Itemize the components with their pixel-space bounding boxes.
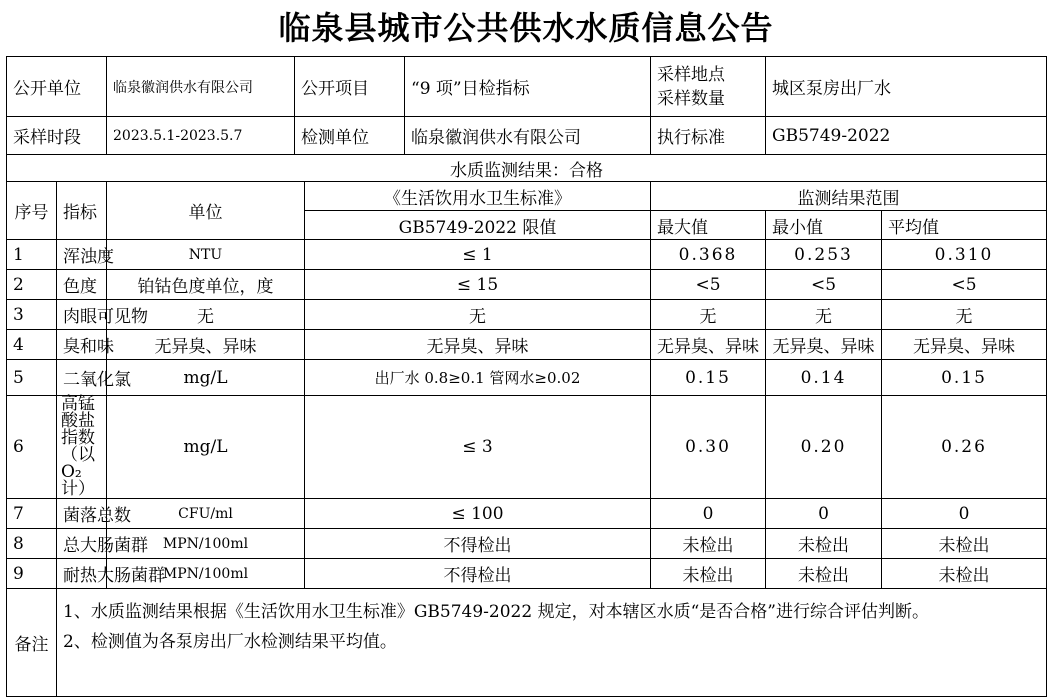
row-limit: ≤ 3 <box>305 396 651 499</box>
row-avg: 未检出 <box>882 529 1047 559</box>
row-no: 1 <box>7 240 57 270</box>
standard-value: GB5749-2022 <box>766 117 1047 155</box>
row-limit: 无 <box>305 300 651 330</box>
row-max: 未检出 <box>651 559 766 589</box>
row-limit: 不得检出 <box>305 529 651 559</box>
row-indicator: 耐热大肠菌群 <box>57 559 107 589</box>
row-avg: 无 <box>882 300 1047 330</box>
row-unit: 无异臭、异味 <box>107 330 305 360</box>
header-limit-value: GB5749-2022 限值 <box>305 211 651 240</box>
info-row-2 <box>7 117 1047 155</box>
header-avg: 平均值 <box>882 211 1047 240</box>
table-row <box>7 396 1047 499</box>
header-result-range: 监测结果范围 <box>651 182 1047 211</box>
header-limit-standard: 《生活饮用水卫生标准》 <box>305 182 651 211</box>
header-min: 最小值 <box>766 211 882 240</box>
row-indicator: 色度 <box>57 270 107 300</box>
row-avg: 0.15 <box>882 360 1047 396</box>
row-unit: NTU <box>107 240 305 270</box>
row-unit: MPN/100ml <box>107 559 305 589</box>
water-quality-table <box>6 56 1047 697</box>
row-no: 8 <box>7 529 57 559</box>
row-indicator: 总大肠菌群 <box>57 529 107 559</box>
row-unit: CFU/ml <box>107 499 305 529</box>
table-row <box>7 240 1047 270</box>
row-no: 2 <box>7 270 57 300</box>
row-avg: 未检出 <box>882 559 1047 589</box>
row-indicator: 浑浊度 <box>57 240 107 270</box>
row-limit: ≤ 1 <box>305 240 651 270</box>
row-indicator: 二氧化氯 <box>57 360 107 396</box>
testing-unit-value: 临泉徽润供水有限公司 <box>405 117 651 155</box>
header-unit: 单位 <box>107 182 305 240</box>
row-max: 无 <box>651 300 766 330</box>
row-unit: 无 <box>107 300 305 330</box>
standard-label: 执行标准 <box>651 117 766 155</box>
sampling-site-label <box>651 57 766 117</box>
row-max: <5 <box>651 270 766 300</box>
header-row-1 <box>7 182 1047 211</box>
row-limit: 出厂水 0.8≥0.1 管网水≥0.02 <box>305 360 651 396</box>
testing-unit-label: 检测单位 <box>295 117 405 155</box>
table-row <box>7 499 1047 529</box>
table-row <box>7 300 1047 330</box>
table-row <box>7 360 1047 396</box>
row-indicator: 高锰酸盐指数（以O₂ 计） <box>57 396 107 499</box>
row-min: 0.20 <box>766 396 882 499</box>
row-min: 未检出 <box>766 529 882 559</box>
row-min: <5 <box>766 270 882 300</box>
publish-unit-value: 临泉徽润供水有限公司 <box>107 57 295 117</box>
header-max: 最大值 <box>651 211 766 240</box>
row-min: 无 <box>766 300 882 330</box>
row-avg: 0.26 <box>882 396 1047 499</box>
table-row <box>7 270 1047 300</box>
row-min: 未检出 <box>766 559 882 589</box>
sampling-period-label: 采样时段 <box>7 117 107 155</box>
row-avg: <5 <box>882 270 1047 300</box>
table-row <box>7 529 1047 559</box>
row-no: 4 <box>7 330 57 360</box>
row-avg: 0.310 <box>882 240 1047 270</box>
page-title: 临泉县城市公共供水水质信息公告 <box>278 9 774 47</box>
row-limit: ≤ 15 <box>305 270 651 300</box>
monitoring-result: 水质监测结果：合格 <box>7 155 1047 182</box>
row-no: 3 <box>7 300 57 330</box>
row-unit: mg/L <box>107 396 305 499</box>
row-avg: 0 <box>882 499 1047 529</box>
note-line-2: 2、检测值为各泵房出厂水检测结果平均值。 <box>63 632 397 652</box>
row-indicator: 肉眼可见物 <box>57 300 107 330</box>
row-max: 0 <box>651 499 766 529</box>
row-limit: 无异臭、异味 <box>305 330 651 360</box>
row-no: 5 <box>7 360 57 396</box>
row-min: 0.14 <box>766 360 882 396</box>
row-limit: 不得检出 <box>305 559 651 589</box>
notes-row <box>7 589 1047 697</box>
sampling-period-value: 2023.5.1-2023.5.7 <box>107 117 295 155</box>
notes-label: 备注 <box>7 589 57 697</box>
table-row <box>7 559 1047 589</box>
sampling-site-label-1: 采样地点 <box>657 64 725 85</box>
row-unit: 铂钴色度单位，度 <box>107 270 305 300</box>
row-min: 无异臭、异味 <box>766 330 882 360</box>
table-row <box>7 330 1047 360</box>
result-row <box>7 155 1047 182</box>
row-max: 0.368 <box>651 240 766 270</box>
notes-content <box>57 589 1047 697</box>
info-row-1 <box>7 57 1047 117</box>
note-line-1: 1、水质监测结果根据《生活饮用水卫生标准》GB5749-2022 规定，对本辖区水质“是否合格”进行综合评估判断。 <box>63 602 929 622</box>
row-no: 7 <box>7 499 57 529</box>
row-unit: MPN/100ml <box>107 529 305 559</box>
sampling-site-label-2: 采样数量 <box>657 88 725 109</box>
row-indicator: 菌落总数 <box>57 499 107 529</box>
sampling-site-value: 城区泵房出厂水 <box>766 57 1047 117</box>
row-limit: ≤ 100 <box>305 499 651 529</box>
publish-unit-label: 公开单位 <box>7 57 107 117</box>
row-max: 未检出 <box>651 529 766 559</box>
row-max: 0.15 <box>651 360 766 396</box>
row-no: 9 <box>7 559 57 589</box>
row-max: 无异臭、异味 <box>651 330 766 360</box>
row-avg: 无异臭、异味 <box>882 330 1047 360</box>
row-unit: mg/L <box>107 360 305 396</box>
row-indicator: 臭和味 <box>57 330 107 360</box>
row-min: 0 <box>766 499 882 529</box>
header-indicator: 指标 <box>57 182 107 240</box>
row-no: 6 <box>7 396 57 499</box>
header-no: 序号 <box>7 182 57 240</box>
row-max: 0.30 <box>651 396 766 499</box>
publish-item-label: 公开项目 <box>295 57 405 117</box>
row-min: 0.253 <box>766 240 882 270</box>
publish-item-value: “9 项”日检指标 <box>405 57 651 117</box>
